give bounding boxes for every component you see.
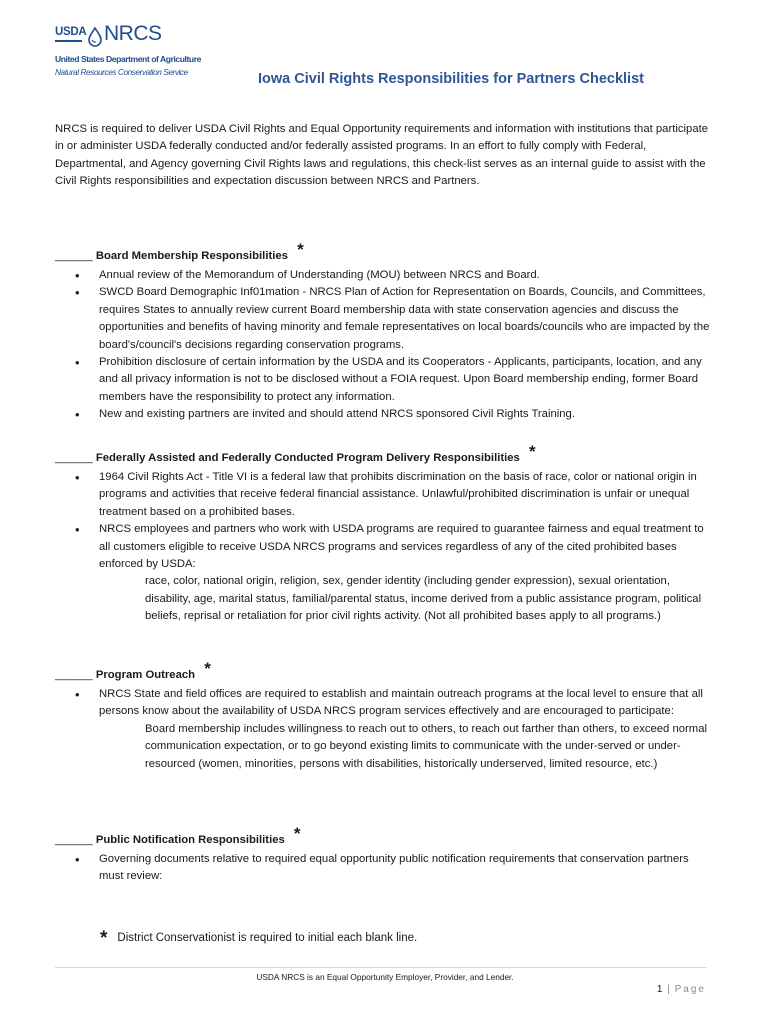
section-heading [55,442,715,467]
bullet-list [55,469,715,573]
footer-statement: USDA NRCS is an Equal Opportunity Employer, Provider, and Lender. [256,972,514,982]
section-program-outreach [55,659,715,773]
page-number [657,984,706,995]
list-item: • SWCD Board Demographic Inf01mation - NRCS Plan of Action for Representation on Boards, Councils, and Committees, requires States to annually review current Board membership data with state conservation agencies and discuss the opportunities and benefits of having minority and female representatives on local boards/councils who are impacted by the board's/council's decisions regarding conservation programs. [55,284,715,354]
footnote [100,925,417,947]
prohibited-bases-paragraph: race, color, national origin, religion, sex, gender identity (including gender expression), sexual orientation, disability, age, marital status, familial/parental status, income derived from a public assistance program, political beliefs, reprisal or retaliation for prior civil rights activity. (Not all prohibited bases apply to all programs.) [145,575,702,623]
section-heading-text: Federally Assisted and Federally Conducted Program Delivery Responsibilities [95,452,520,464]
page-label: Page [674,984,706,995]
usda-nrcs-logo [55,22,201,82]
asterisk-mark: * [297,240,304,259]
footer-divider [55,967,707,968]
asterisk-mark: * [528,442,536,461]
service-name: Natural Resources Conservation Service [55,67,188,77]
page-number-value: 1 [656,984,663,995]
water-drop-icon [86,27,104,47]
section-board-membership [55,240,715,424]
section-program-delivery [55,442,715,626]
section-heading-text: Board Membership Responsibilities [95,250,288,262]
list-item: • Prohibition disclosure of certain information by the USDA and its Cooperators - Applicants, participants, location, and any and all privacy information is not to be disclosed without a FOIA request. Upon Board membership ending, former Board members have the responsibility to protect any information. [55,354,715,406]
initial-blank-line: ______ [55,452,93,464]
intro-paragraph: NRCS is required to deliver USDA Civil Rights and Equal Opportunity requirements and information with institutions that participate in or administer USDA federally conducted and/or federally assisted programs. In an effort to fully comply with Federal, Departmental, and Agency governing Civil Rights laws and regulations, this check-list serves as an internal guide to assist with the Civil Rights responsibilities and expectation discussion between NRCS and Partners. [55,123,709,188]
bullet-list [55,267,715,424]
department-name: United States Department of Agriculture [55,54,201,64]
section-heading [55,824,715,849]
asterisk-mark: * [204,659,211,678]
initial-blank-line: ______ [55,250,93,262]
list-item: • NRCS State and field offices are required to establish and maintain outreach programs at the local level to ensure that all persons know about the availability of USDA NRCS program services effectively and are encouraged to participate: [55,686,715,721]
usda-underline [55,40,82,42]
bullet-list [55,686,715,721]
bullet-list [55,851,715,886]
list-item: • NRCS employees and partners who work with USDA programs are required to guarantee fairness and equal treatment to all customers eligible to receive USDA NRCS programs and services regardless of any of the cited prohibited bases enforced by USDA: [55,521,715,573]
asterisk-mark: * [293,824,301,843]
section-heading-text: Public Notification Responsibilities [95,834,285,846]
list-item: • New and existing partners are invited and should attend NRCS sponsored Civil Rights Training. [55,406,715,423]
section-heading [55,240,715,265]
outreach-detail-paragraph: Board membership includes willingness to reach out to others, to reach out farther than others, to exceed normal communication expectation, or to go beyond existing limits to communicate with the under-served or under-resourced (women, minorities, persons with disabilities, historically underserved, limited resource, etc.) [145,722,708,770]
page-separator: | [667,984,670,995]
list-item: • 1964 Civil Rights Act - Title VI is a federal law that prohibits discrimination on the basis of race, color or national origin in programs and activities that receive federal financial assistance. Unlawful/prohibited discrimination is unfair or unequal treatment based on a prohibited bases. [55,469,715,521]
list-item: • Annual review of the Memorandum of Understanding (MOU) between NRCS and Board. [55,267,715,284]
page-title: Iowa Civil Rights Responsibilities for Partners Checklist [258,71,644,87]
nrcs-wordmark: NRCS [104,22,162,45]
section-heading-text: Program Outreach [95,669,196,681]
section-public-notification [55,824,715,886]
asterisk-mark: * [100,928,108,949]
initial-blank-line: ______ [55,834,93,846]
usda-wordmark: USDA [55,26,87,38]
footnote-text: District Conservationist is required to initial each blank line. [117,932,418,944]
list-item: • Governing documents relative to required equal opportunity public notification requirements that conservation partners must review: [55,851,715,886]
section-heading [55,659,715,684]
initial-blank-line: ______ [55,669,93,681]
